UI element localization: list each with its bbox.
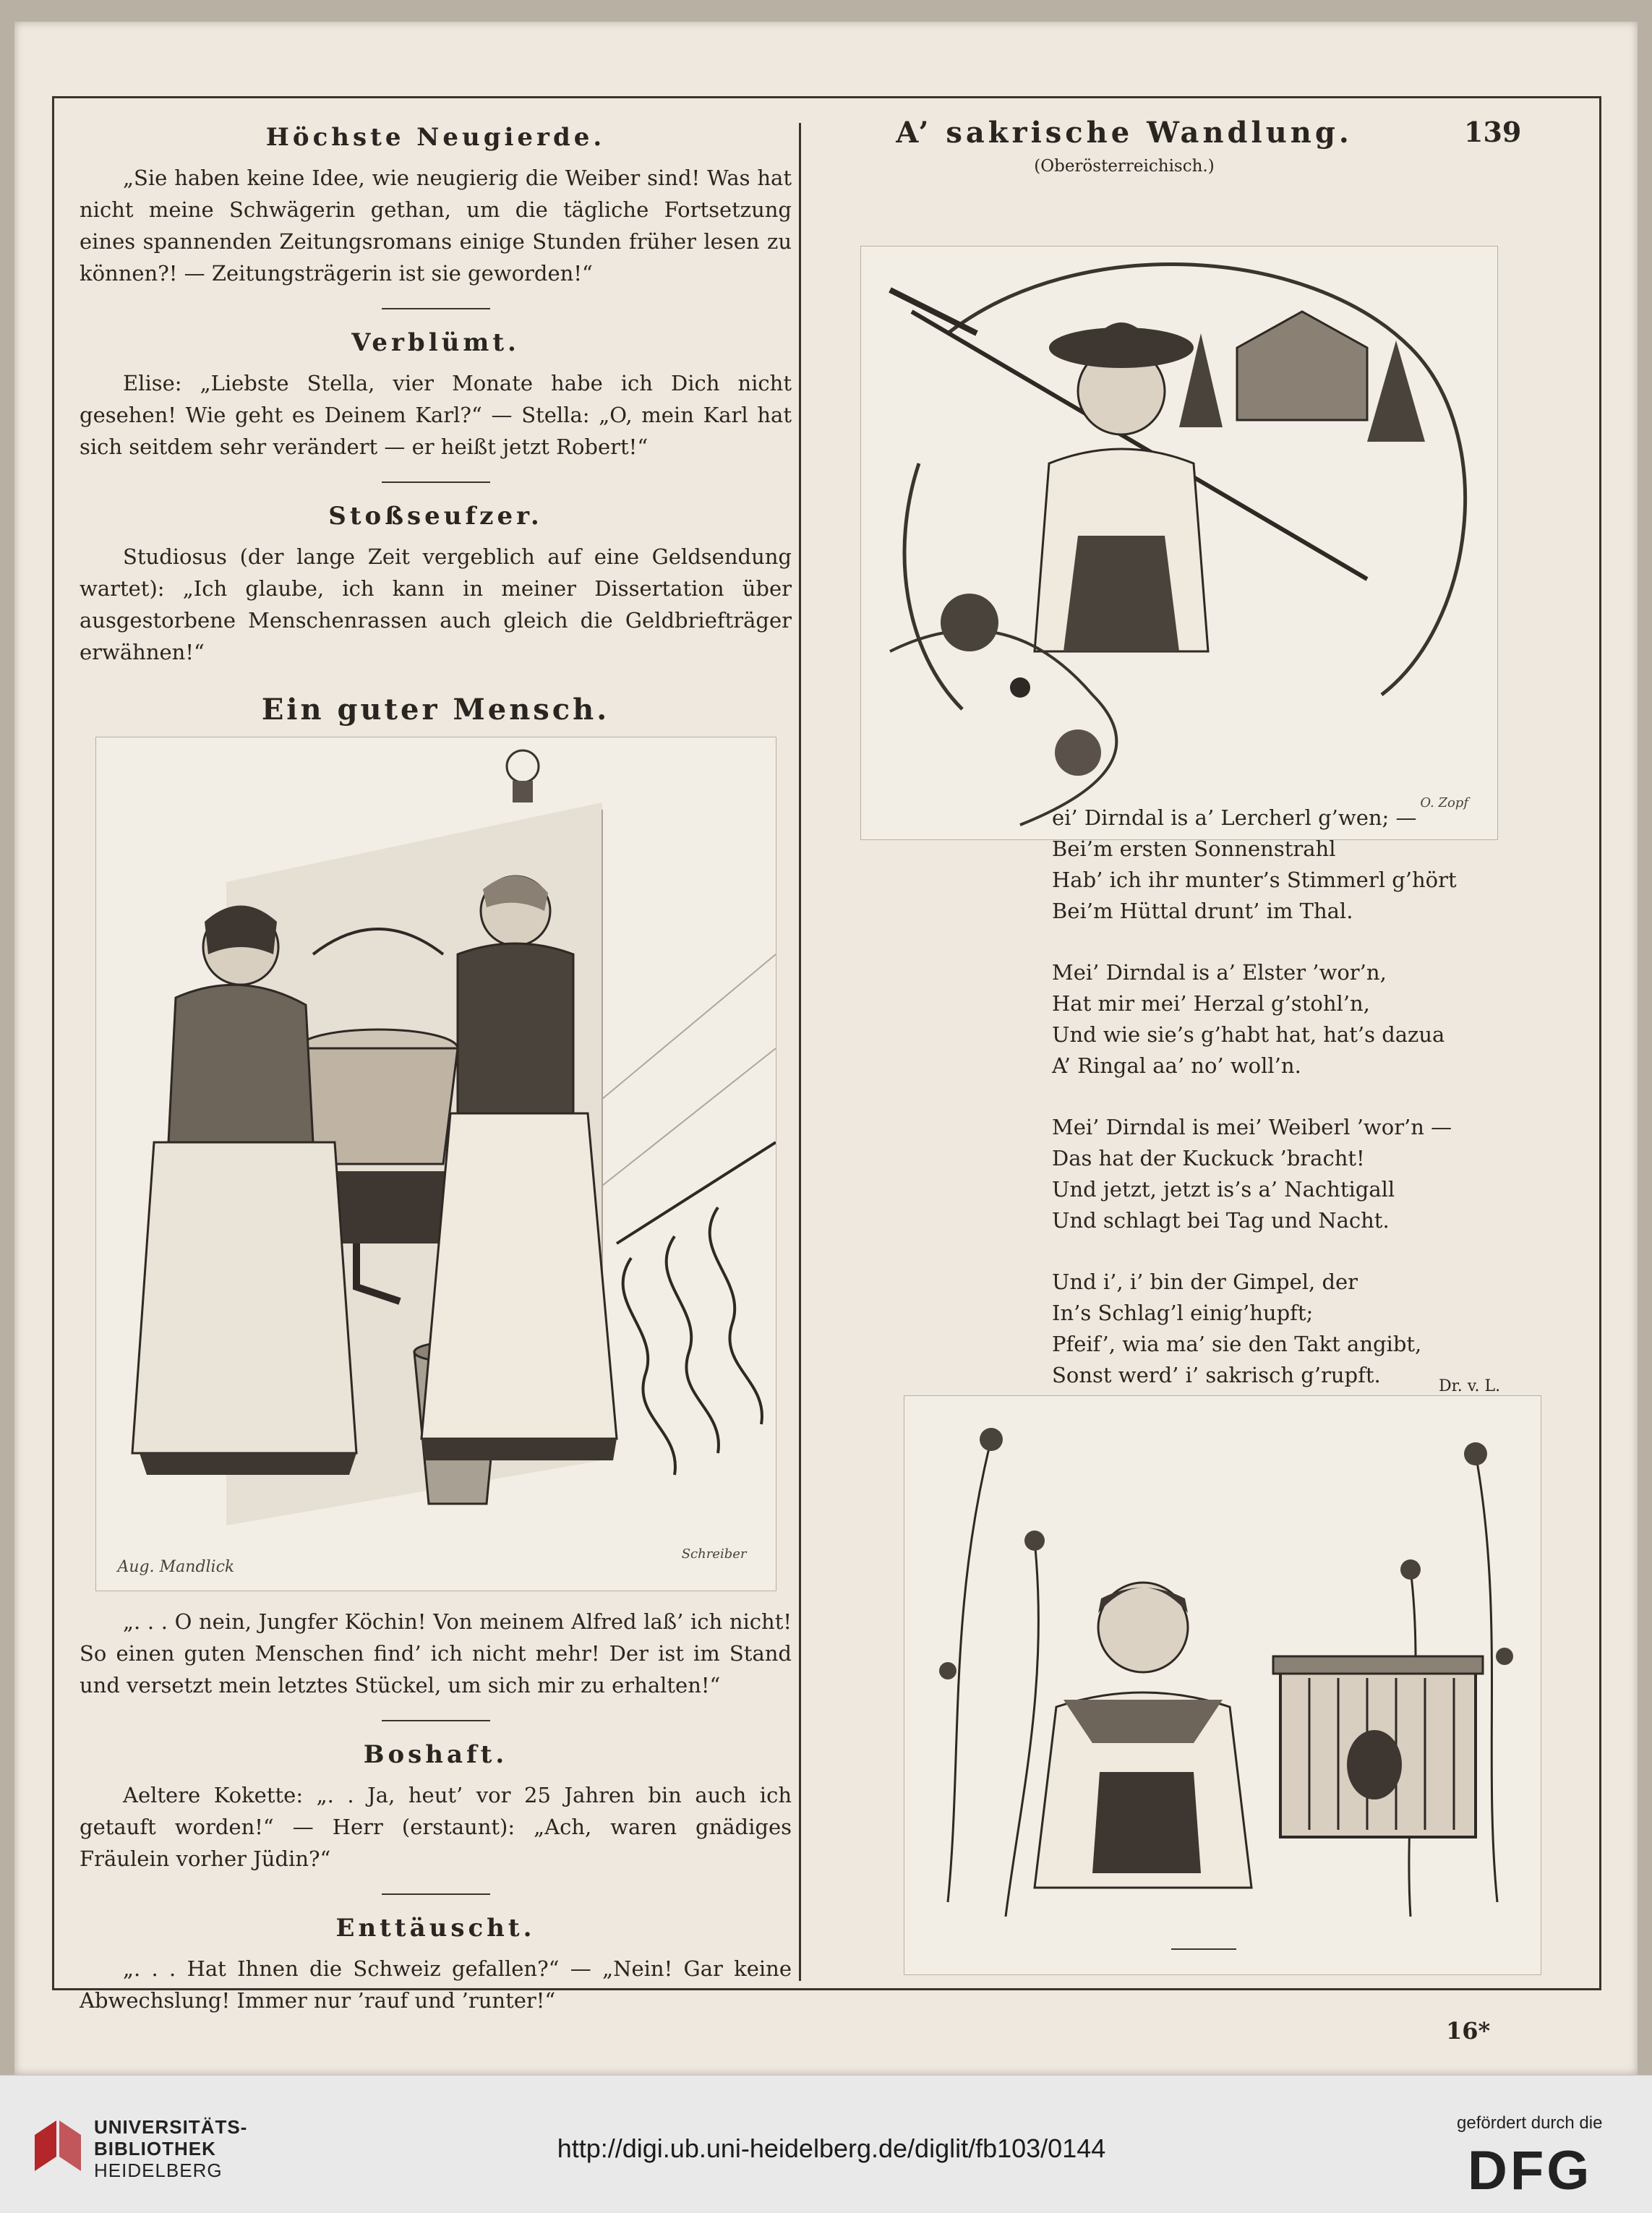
engraver-signature: Schreiber [681, 1546, 747, 1562]
poem-line: Sonst werd’ i’ sakrisch g’rupft. [1052, 1363, 1381, 1387]
section-title: Boshaft. [363, 1740, 508, 1769]
girl-with-birdcage-illustration [904, 1395, 1541, 1975]
funded-by-label: gefördert durch die [1457, 2113, 1603, 2133]
section-boshaft [80, 1740, 792, 1875]
poem-title: A’ sakrische Wandlung. [896, 116, 1353, 150]
institution-line: HEIDELBERG [94, 2160, 223, 2181]
poem-line: In’s Schlag’l einig’hupft; [1052, 1301, 1314, 1325]
poem-line: Das hat der Kuckuck ’bracht! [1052, 1146, 1365, 1170]
separator-rule [382, 308, 490, 309]
birdcage-engraving [904, 1396, 1541, 1974]
poem-line: Hat mir mei’ Herzal g’stohl’n, [1052, 991, 1370, 1016]
section-enttaeuscht [80, 1914, 792, 2016]
poem-line: Pfeif’, wia ma’ sie den Takt angibt, [1052, 1332, 1422, 1356]
illustrator-signature: O. Zopf [1420, 795, 1468, 810]
feature-title: Ein guter Mensch. [261, 693, 610, 727]
section-stossseufzer [80, 502, 792, 668]
section-title: Stoßseufzer. [328, 502, 543, 531]
poem-line: Hab’ ich ihr munter’s Stimmerl g’hört [1052, 868, 1457, 892]
section-verbluemt [80, 328, 792, 463]
two-women-engraving [96, 737, 776, 1591]
poem-line: Mei’ Dirndal is a’ Elster ’wor’n, [1052, 960, 1387, 985]
stanza-4 [1052, 1267, 1515, 1391]
poem-header [817, 116, 1431, 176]
section-text: Studiosus (der lange Zeit vergeblich auf eine Geldsendung wartet): „Ich glaube, ich kann in meiner Dissertation über ausgestorbene Menschenrassen auch gleich die Geldbriefträger erwähnen!“ [80, 544, 792, 664]
institution-line: BIBLIOTHEK [94, 2138, 216, 2160]
poem-line: Und schlagt bei Tag und Nacht. [1052, 1208, 1390, 1233]
permalink-url[interactable]: http://digi.ub.uni-heidelberg.de/diglit/fb103/0144 [557, 2133, 1106, 2163]
section-text: „. . . Hat Ihnen die Schweiz gefallen?“ — „Nein! Gar keine Abwechslung! Immer nur ’rauf und ’runter!“ [80, 1956, 792, 2013]
page-number-top: 139 [1464, 116, 1522, 148]
poem-body [1052, 802, 1515, 1421]
institution-line: UNIVERSITÄTS- [94, 2116, 248, 2138]
kitchen-illustration [95, 737, 776, 1591]
poem-line: Bei’m Hüttal drunt’ im Thal. [1052, 899, 1353, 923]
left-column [80, 123, 792, 2016]
separator-rule [382, 1720, 490, 1721]
poem-subtitle: (Oberösterreichisch.) [1034, 157, 1215, 176]
stanza-2 [1052, 957, 1515, 1082]
section-title: Höchste Neugierde. [265, 123, 606, 152]
poem-line: Mei’ Dirndal is mei’ Weiberl ’wor’n — [1052, 1115, 1452, 1139]
section-text: Elise: „Liebste Stella, vier Monate habe ich Dich nicht gesehen! Wie geht es Deinem Karl?“ — Stella: „O, mein Karl hat sich seitdem sehr verändert — er heißt jetzt Robert!“ [80, 371, 792, 459]
section-title: Verblümt. [351, 328, 520, 357]
poem-line: Bei’m ersten Sonnenstrahl [1052, 836, 1336, 861]
poem-line: Und i’, i’ bin der Gimpel, der [1052, 1270, 1358, 1294]
poem-line: ei’ Dirndal is a’ Lercherl g’wen; — [1052, 805, 1417, 830]
stanza-1 [1052, 802, 1515, 927]
page-number-bottom: 16* [1446, 2017, 1491, 2045]
end-rule [1171, 1948, 1236, 1950]
illustration-caption: „. . . O nein, Jungfer Köchin! Von meinem Alfred laß’ ich nicht! So einen guten Menschen find’ ich nicht mehr! Der ist im Stand und versetzt mein letztes Stückel, um sich mir zu erhalten!“ [80, 1609, 792, 1698]
section-hoechste-neugierde [80, 123, 792, 289]
poem-line: A’ Ringal aa’ no’ woll’n. [1052, 1053, 1301, 1078]
institution-name [94, 2116, 247, 2181]
dfg-logo: DFG [1468, 2140, 1593, 2201]
poem-line: Und wie sie’s g’habt hat, hat’s dazua [1052, 1022, 1445, 1047]
separator-rule [382, 481, 490, 483]
stanza-3 [1052, 1112, 1515, 1236]
section-title: Enttäuscht. [335, 1914, 536, 1943]
column-divider [799, 123, 801, 1981]
university-library-logo-icon [27, 2113, 85, 2178]
poem-line: Und jetzt, jetzt is’s a’ Nachtigall [1052, 1177, 1395, 1202]
section-text: „Sie haben keine Idee, wie neugierig die Weiber sind! Was hat nicht meine Schwägerin gethan, um die tägliche Fortsetzung eines spannenden Zeitungsromans einige Stunden früher lesen zu können?! — Zeitungsträgerin ist sie geworden!“ [80, 166, 792, 286]
separator-rule [382, 1893, 490, 1895]
girl-with-rake-illustration [860, 246, 1498, 840]
alpine-girl-engraving [861, 247, 1497, 839]
poem-signature: Dr. v. L. [1439, 1377, 1501, 1395]
viewer-footer [0, 2075, 1652, 2213]
illustrator-signature: Aug. Mandlick [117, 1558, 235, 1576]
section-text: Aeltere Kokette: „. . Ja, heut’ vor 25 Jahren bin auch ich getauft worden!“ — Herr (erstaunt): „Ach, waren gnädiges Fräulein vorher Jüdin?“ [80, 1783, 792, 1871]
